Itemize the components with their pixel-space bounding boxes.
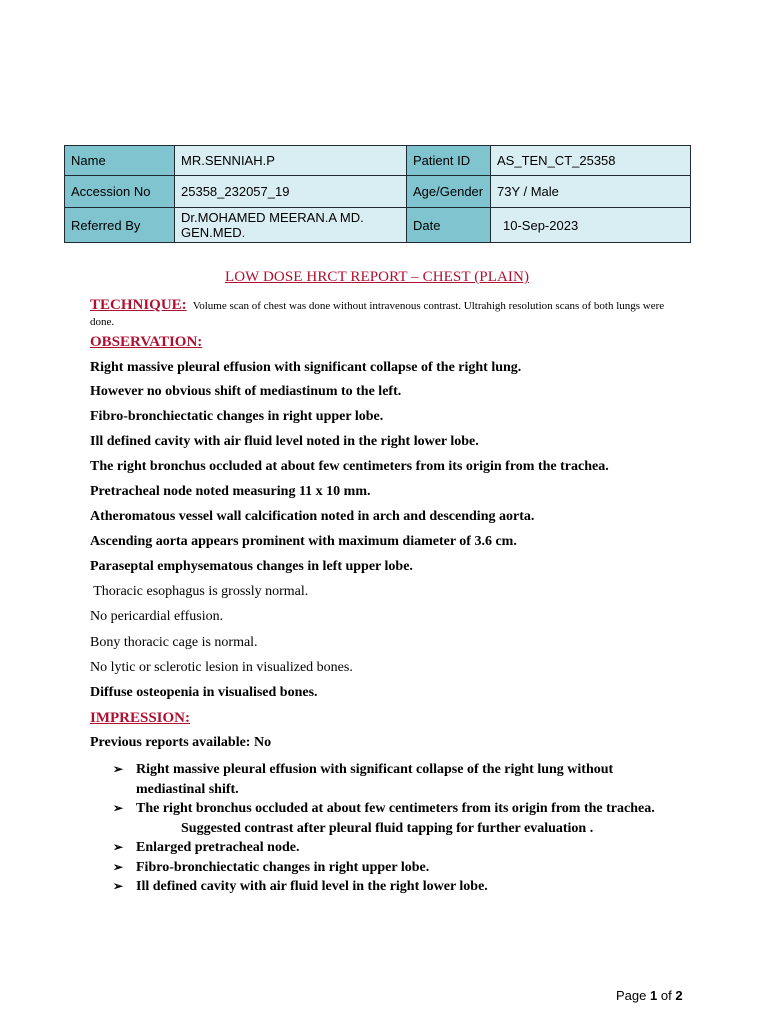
technique-heading: TECHNIQUE: [90, 297, 187, 313]
impression-item: ➢ Fibro-bronchiectatic changes in right upper lobe. [113, 858, 673, 878]
impression-item: ➢ The right bronchus occluded at about few centimeters from its origin from the trachea. [113, 799, 673, 819]
observation-heading: OBSERVATION: [90, 334, 203, 350]
report-date: 10-Sep-2023 [491, 208, 691, 243]
name-label: Name [65, 146, 175, 176]
referred-by-label: Referred By [65, 208, 175, 243]
arrow-bullet-icon: ➢ [113, 859, 124, 874]
observation-item: Ill defined cavity with air fluid level noted in the right lower lobe. [90, 434, 479, 449]
impression-heading: IMPRESSION: [90, 710, 191, 726]
observation-item: Thoracic esophagus is grossly normal. [90, 584, 309, 599]
report-title: LOW DOSE HRCT REPORT – CHEST (PLAIN) [224, 269, 530, 285]
observation-item: Right massive pleural effusion with significant collapse of the right lung. [90, 360, 522, 375]
referred-by-line-1: Dr.MOHAMED MEERAN.A MD. [181, 210, 364, 225]
table-row [65, 176, 691, 208]
impression-item: ➢ Ill defined cavity with air fluid level in the right lower lobe. [113, 877, 673, 897]
age-gender: 73Y / Male [491, 176, 691, 208]
impression-item: ➢ Right massive pleural effusion with significant collapse of the right lung without mediastinal shift. [113, 762, 614, 797]
observation-item: Ascending aorta appears prominent with maximum diameter of 3.6 cm. [90, 534, 517, 549]
observation-item: The right bronchus occluded at about few centimeters from its origin from the trachea. [90, 459, 609, 474]
patient-id: AS_TEN_CT_25358 [491, 146, 691, 176]
patient-id-label: Patient ID [407, 146, 491, 176]
accession-number: 25358_232057_19 [175, 176, 407, 208]
arrow-bullet-icon: ➢ [113, 840, 124, 854]
date-label: Date [407, 208, 491, 243]
arrow-bullet-icon: ➢ [113, 801, 124, 815]
patient-info-table [64, 145, 691, 243]
observation-item: Diffuse osteopenia in visualised bones. [90, 685, 318, 700]
total-pages: 2 [675, 988, 683, 1003]
observation-item: Bony thoracic cage is normal. [90, 635, 258, 650]
table-row [65, 146, 691, 176]
arrow-bullet-icon: ➢ [113, 762, 124, 776]
technique-text: Volume scan of chest was done without intravenous contrast. Ultrahigh resolution scans of both lungs were done. [90, 300, 665, 328]
observation-item: No lytic or sclerotic lesion in visualized bones. [90, 660, 353, 675]
observation-item: Fibro-bronchiectatic changes in right upper lobe. [90, 409, 384, 424]
page-number [616, 988, 683, 1003]
observation-item: No pericardial effusion. [90, 609, 224, 624]
table-row [65, 208, 691, 243]
referred-by [175, 208, 407, 243]
observation-item: However no obvious shift of mediastinum to the left. [90, 384, 402, 399]
accession-label: Accession No [65, 176, 175, 208]
current-page: 1 [650, 988, 658, 1003]
impression-note: Suggested contrast after pleural fluid tapping for further evaluation . [181, 820, 594, 836]
of-word: of [660, 988, 672, 1003]
impression-item: ➢ Enlarged pretracheal node. [113, 838, 673, 858]
observation-item: Paraseptal emphysematous changes in left upper lobe. [90, 559, 413, 574]
referred-by-line-2: GEN.MED. [181, 225, 246, 240]
patient-name: MR.SENNIAH.P [175, 146, 407, 176]
impression-list [113, 760, 673, 897]
page-word: Page [616, 988, 647, 1003]
technique-paragraph [90, 297, 680, 330]
age-gender-label: Age/Gender [407, 176, 491, 208]
arrow-bullet-icon: ➢ [113, 879, 124, 893]
observation-item: Pretracheal node noted measuring 11 x 10 mm. [90, 484, 371, 499]
previous-reports-line: Previous reports available: No [90, 735, 272, 750]
observation-item: Atheromatous vessel wall calcification noted in arch and descending aorta. [90, 509, 535, 524]
